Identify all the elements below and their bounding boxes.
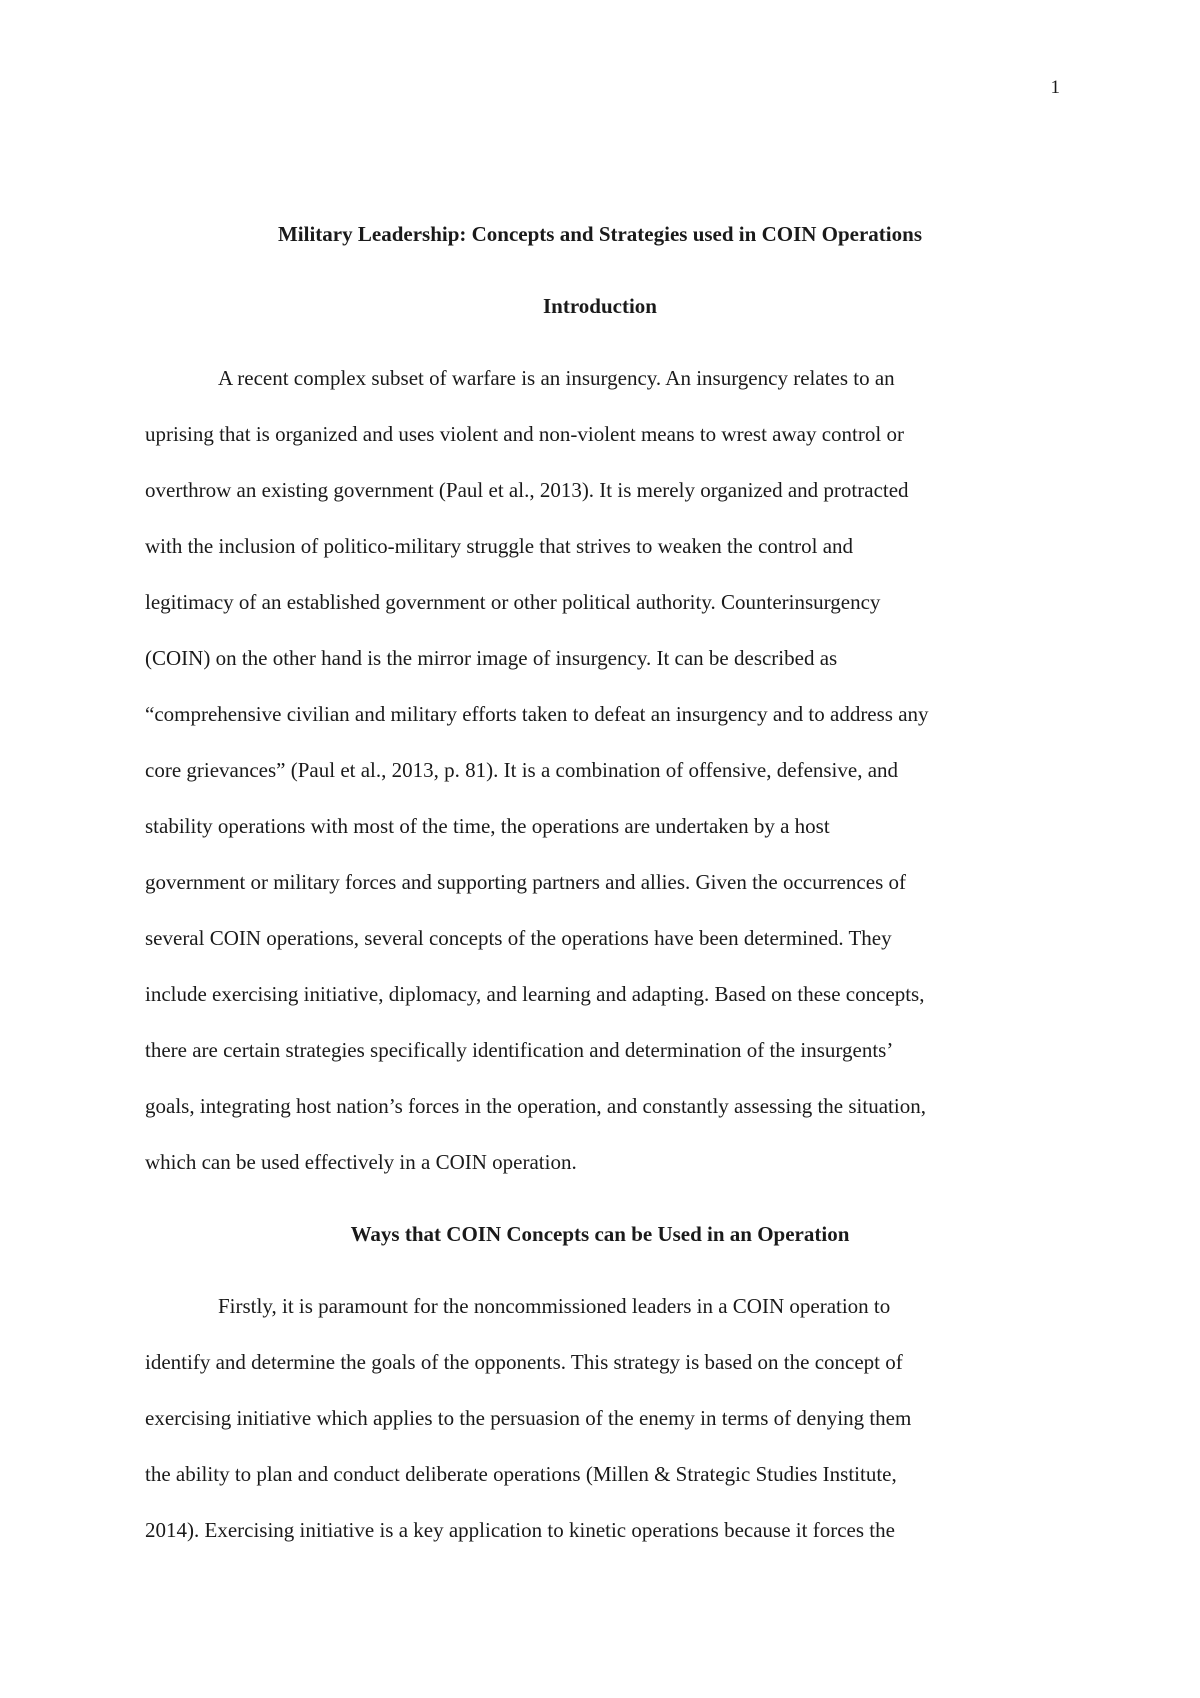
paragraph-line: A recent complex subset of warfare is an insurgency. An insurgency relates to an [218,366,895,390]
paragraph-line: exercising initiative which applies to the persuasion of the enemy in terms of denying them [145,1406,912,1430]
paragraph-line: with the inclusion of politico-military struggle that strives to weaken the control and [145,534,854,558]
paragraph-line: uprising that is organized and uses violent and non-violent means to wrest away control or [145,422,904,446]
intro-heading: Introduction [543,294,657,318]
ways-heading: Ways that COIN Concepts can be Used in an Operation [350,1222,850,1246]
paragraph-line: identify and determine the goals of the opponents. This strategy is based on the concept of [145,1350,903,1374]
paragraph-line: goals, integrating host nation’s forces in the operation, and constantly assessing the situation, [145,1094,926,1118]
paragraph-line: there are certain strategies specifically identification and determination of the insurgents’ [145,1038,894,1062]
paragraph-line: 2014). Exercising initiative is a key application to kinetic operations because it forces the [145,1518,895,1542]
paragraph-line: several COIN operations, several concepts of the operations have been determined. They [145,926,892,950]
paragraph-line: “comprehensive civilian and military efforts taken to defeat an insurgency and to address any [145,702,929,726]
paragraph-line: which can be used effectively in a COIN operation. [145,1150,577,1174]
paragraph-line: government or military forces and supporting partners and allies. Given the occurrences of [145,870,906,894]
document-title: Military Leadership: Concepts and Strategies used in COIN Operations [277,222,922,246]
page-number: 1 [1050,77,1060,98]
paragraph-line: core grievances” (Paul et al., 2013, p. 81). It is a combination of offensive, defensive, and [145,758,899,782]
paragraph-line: stability operations with most of the time, the operations are undertaken by a host [145,814,830,838]
paragraph-line: the ability to plan and conduct deliberate operations (Millen & Strategic Studies Institute, [145,1462,897,1486]
paragraph-line: (COIN) on the other hand is the mirror image of insurgency. It can be described as [145,646,838,670]
paragraph-line: Firstly, it is paramount for the noncommissioned leaders in a COIN operation to [218,1294,891,1318]
paragraph-line: overthrow an existing government (Paul et al., 2013). It is merely organized and protracted [145,478,909,502]
paragraph-line: include exercising initiative, diplomacy, and learning and adapting. Based on these concepts, [145,982,925,1006]
paragraph-line: legitimacy of an established government or other political authority. Counterinsurgency [145,590,881,614]
